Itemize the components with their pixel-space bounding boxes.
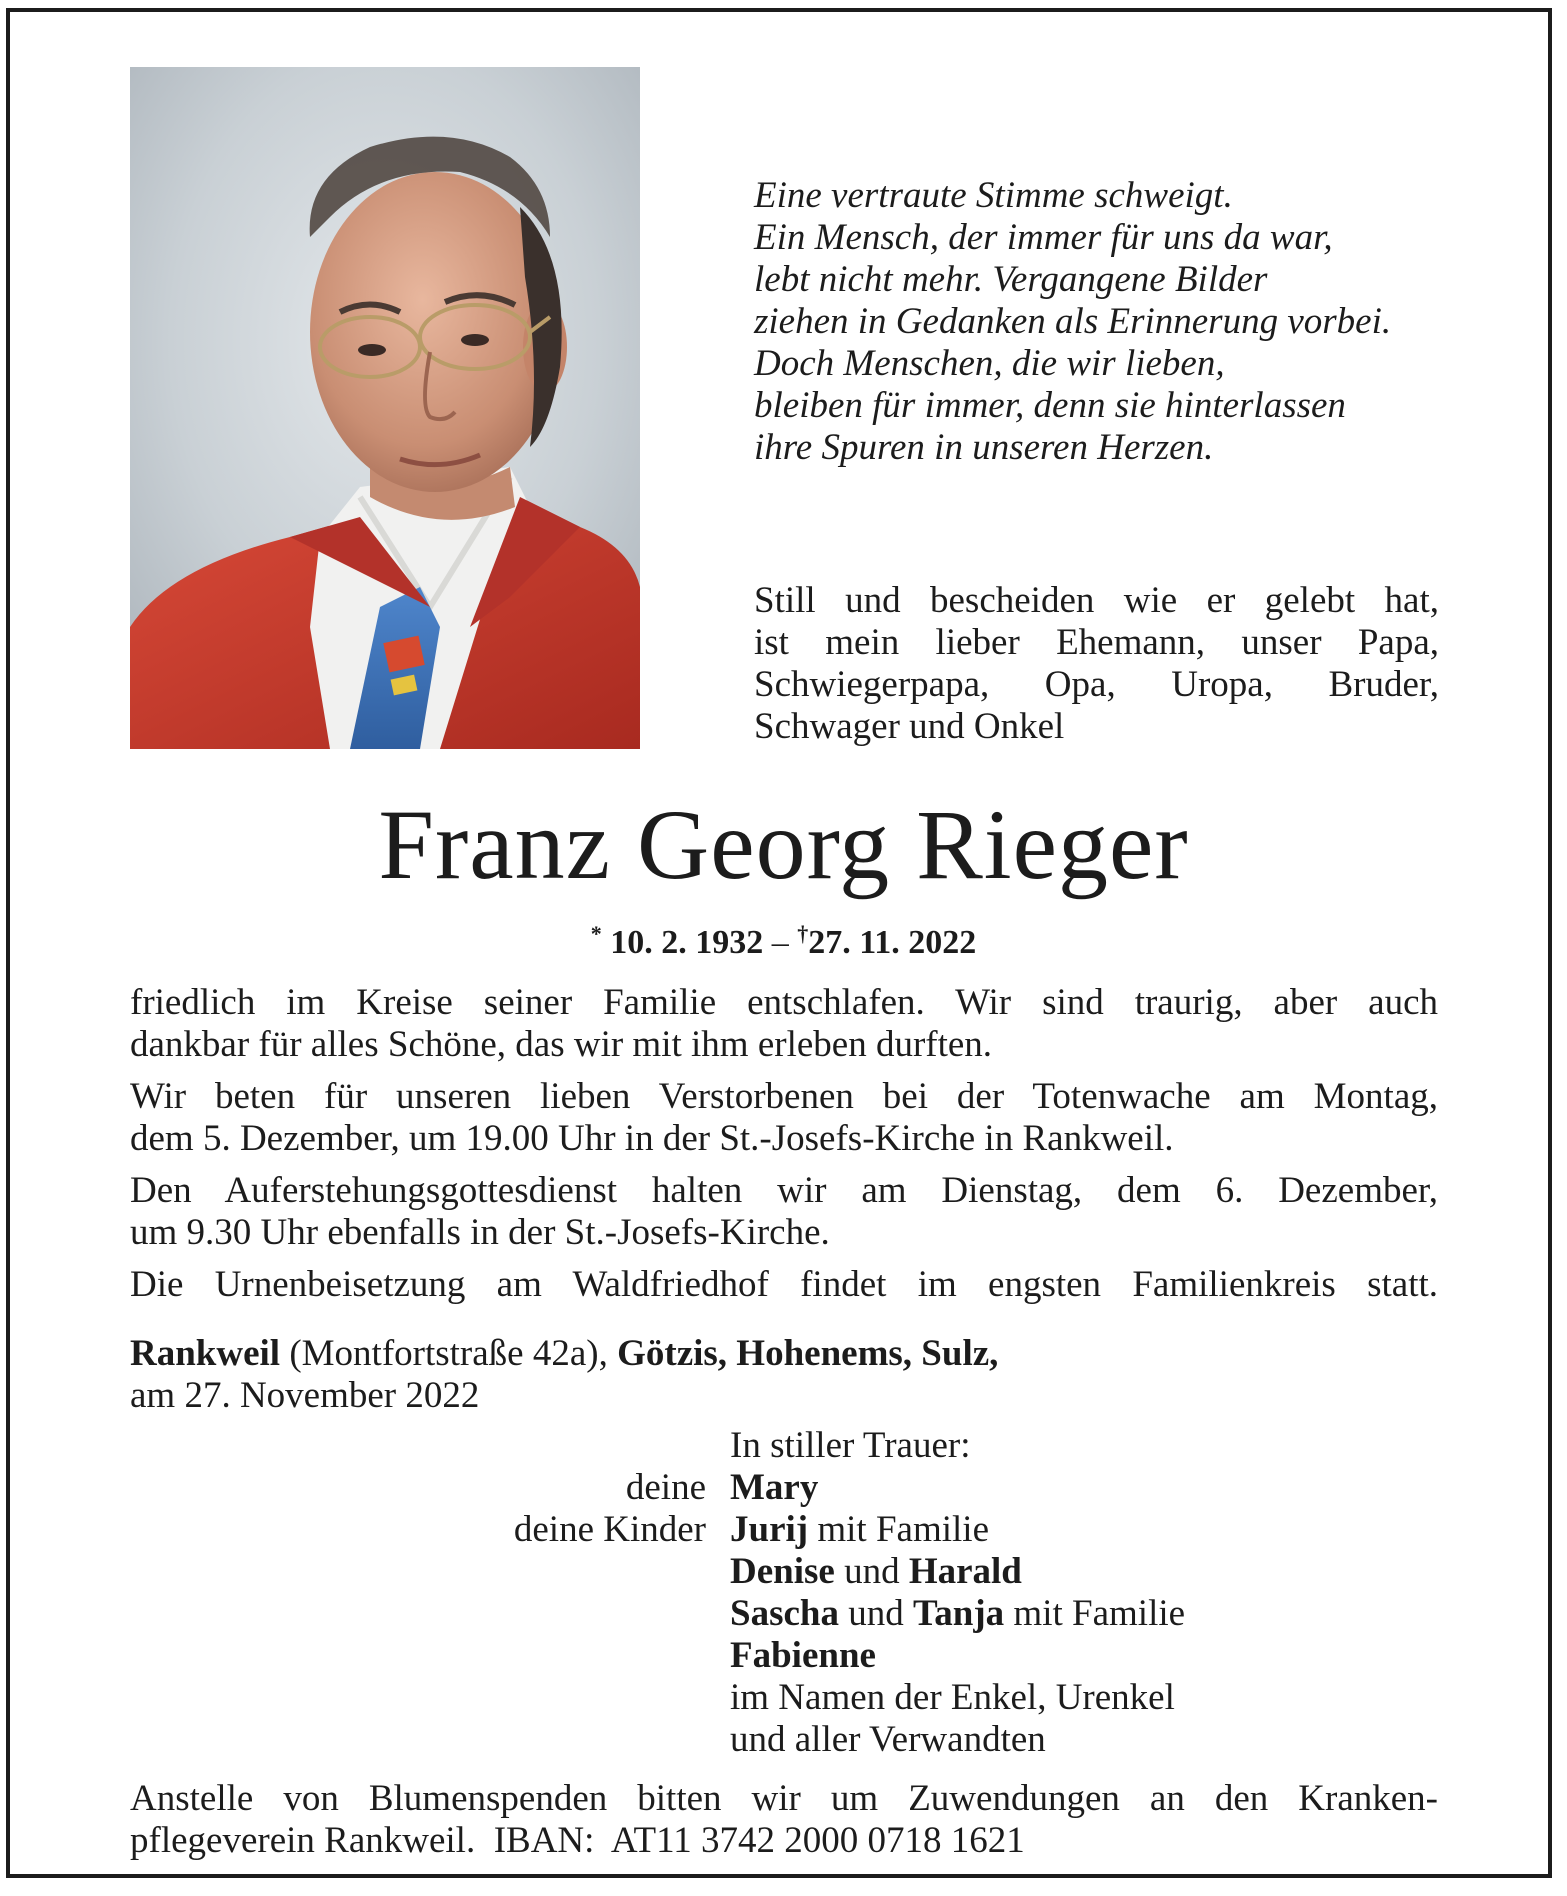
body-line: friedlich im Kreise seiner Familie entschlafen. Wir sind traurig, aber auch	[130, 982, 1438, 1023]
child-name: Fabienne	[730, 1635, 876, 1676]
body-line: dem 5. Dezember, um 19.00 Uhr in der St.-Josefs-Kirche in Rankweil.	[130, 1118, 1174, 1159]
family-suffix: mit Familie	[1013, 1593, 1186, 1634]
poem	[754, 175, 1474, 469]
partner-name: Tanja	[912, 1593, 1005, 1634]
town: Rankweil	[130, 1333, 281, 1374]
poem-line: ziehen in Gedanken als Erinnerung vorbei.	[754, 301, 1392, 342]
intro-line: Still und bescheiden wie er gelebt hat,	[754, 580, 1439, 621]
child-name: Sascha	[730, 1593, 839, 1634]
donation-iban-line: pflegeverein Rankweil. IBAN: AT11 3742 2000 0718 1621	[130, 1820, 1025, 1861]
poem-line: Eine vertraute Stimme schweigt.	[754, 175, 1233, 216]
portrait-photo	[130, 67, 640, 749]
birth-date: 10. 2. 1932	[610, 924, 764, 961]
wife-name: Mary	[730, 1467, 819, 1508]
date-separator: –	[771, 924, 789, 961]
body-line: Wir beten für unseren lieben Verstorbenen bei der Totenwache am Montag,	[130, 1076, 1438, 1117]
life-dates	[0, 914, 1567, 963]
intro-line: Schwiegerpapa, Opa, Uropa, Bruder,	[754, 664, 1439, 705]
paragraph-service	[130, 1170, 1438, 1254]
body-line: dankbar für alles Schöne, das wir mit ihm erleben durften.	[130, 1024, 993, 1065]
birth-symbol: *	[590, 921, 602, 946]
children-label: deine Kinder	[513, 1509, 706, 1550]
other-towns: Götzis, Hohenems, Sulz,	[617, 1333, 999, 1374]
family-suffix: mit Familie	[817, 1509, 989, 1550]
paragraph-vigil	[130, 1076, 1438, 1160]
body-line: Den Auferstehungsgottesdienst halten wir am Dienstag, dem 6. Dezember,	[130, 1170, 1438, 1211]
poem-line: Ein Mensch, der immer für uns da war,	[754, 217, 1333, 258]
intro-text	[754, 580, 1439, 748]
intro-line: Schwager und Onkel	[754, 706, 1065, 747]
poem-line: Doch Menschen, die wir lieben,	[754, 343, 1225, 384]
address: (Montfortstraße 42a),	[289, 1333, 608, 1374]
poem-line: ihre Spuren in unseren Herzen.	[754, 427, 1214, 468]
body-line: um 9.30 Uhr ebenfalls in der St.-Josefs-Kirche.	[130, 1212, 830, 1253]
poem-line: lebt nicht mehr. Vergangene Bilder	[754, 259, 1268, 300]
child-name: Jurij	[730, 1509, 809, 1550]
paragraph-passing	[130, 982, 1438, 1066]
partner-name: Harald	[908, 1551, 1022, 1592]
conjunction: und	[844, 1551, 900, 1592]
grandchildren-line: im Namen der Enkel, Urenkel	[730, 1677, 1175, 1718]
mourners-list	[460, 1425, 1360, 1761]
death-date: 27. 11. 2022	[808, 924, 977, 961]
relatives-line: und aller Verwandten	[730, 1719, 1046, 1760]
body-line: Die Urnenbeisetzung am Waldfriedhof findet im engsten Familienkreis statt.	[130, 1264, 1438, 1305]
donation-note	[130, 1778, 1438, 1862]
poem-line: bleiben für immer, denn sie hinterlassen	[754, 385, 1346, 426]
notice-date: am 27. November 2022	[130, 1375, 480, 1416]
donation-line: Anstelle von Blumenspenden bitten wir um Zuwendungen an den Kranken-	[130, 1778, 1438, 1819]
wife-label: deine	[625, 1467, 706, 1508]
place-and-date	[130, 1333, 1440, 1417]
intro-line: ist mein lieber Ehemann, unser Papa,	[754, 622, 1439, 663]
announcement-body	[130, 982, 1438, 1316]
paragraph-burial	[130, 1264, 1438, 1306]
deceased-name: Franz Georg Rieger	[378, 789, 1189, 900]
mourning-heading: In stiller Trauer:	[730, 1425, 971, 1466]
child-name: Denise	[730, 1551, 835, 1592]
death-symbol: †	[797, 921, 809, 946]
conjunction: und	[848, 1593, 904, 1634]
